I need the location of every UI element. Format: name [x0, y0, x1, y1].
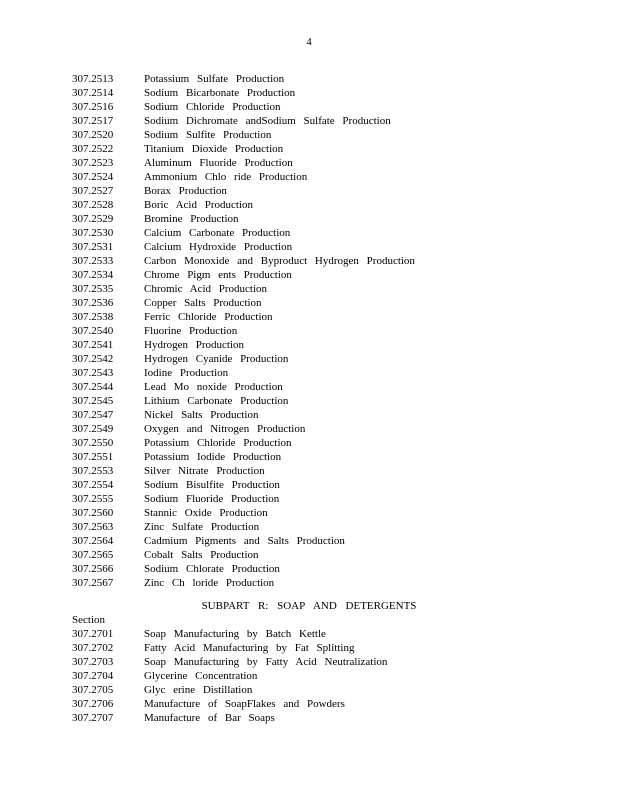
- section-row: [72, 114, 592, 128]
- section-number: 307.2527: [72, 185, 114, 197]
- section-number: 307.2535: [72, 283, 114, 295]
- section-title: Bromine Production: [144, 213, 239, 225]
- section-row: [72, 506, 592, 520]
- section-title: Cobalt Salts Production: [144, 549, 259, 561]
- section-row: [72, 450, 592, 464]
- section-row: [72, 576, 592, 590]
- section-number: 307.2553: [72, 465, 114, 477]
- section-row: [72, 422, 592, 436]
- section-title: Sodium Dichromate andSodium Sulfate Production: [144, 115, 391, 127]
- section-number: 307.2704: [72, 670, 114, 682]
- section-number: 307.2522: [72, 143, 114, 155]
- section-title: Hydrogen Production: [144, 339, 245, 351]
- section-number: 307.2547: [72, 409, 114, 421]
- section-title: Stannic Oxide Production: [144, 507, 268, 519]
- section-list-subpart-q: [72, 72, 592, 590]
- section-row: [72, 534, 592, 548]
- section-row: [72, 170, 592, 184]
- section-title: Fatty Acid Manufacturing by Fat Splitting: [144, 642, 355, 654]
- section-number: 307.2534: [72, 269, 114, 281]
- section-title: Borax Production: [144, 185, 227, 197]
- section-list-subpart-r: [72, 627, 592, 725]
- section-title: Hydrogen Cyanide Production: [144, 353, 289, 365]
- section-title: Aluminum Fluoride Production: [144, 157, 293, 169]
- section-number: 307.2551: [72, 451, 114, 463]
- subpart-heading: SUBPART R: SOAP AND DETERGENTS: [201, 600, 417, 612]
- section-row: [72, 198, 592, 212]
- section-number: 307.2517: [72, 115, 114, 127]
- section-row: [72, 641, 592, 655]
- section-number: 307.2533: [72, 255, 114, 267]
- section-row: [72, 142, 592, 156]
- section-number: 307.2543: [72, 367, 114, 379]
- section-title: Sodium Chlorate Production: [144, 563, 280, 575]
- section-row: [72, 562, 592, 576]
- section-title: Potassium Chloride Production: [144, 437, 292, 449]
- section-number: 307.2564: [72, 535, 114, 547]
- section-number: 307.2550: [72, 437, 114, 449]
- section-title: Potassium Sulfate Production: [144, 73, 285, 85]
- section-row: [72, 436, 592, 450]
- section-row: [72, 683, 592, 697]
- section-row: [72, 697, 592, 711]
- section-row: [72, 548, 592, 562]
- section-number: 307.2545: [72, 395, 114, 407]
- section-number: 307.2514: [72, 87, 114, 99]
- section-row: [72, 128, 592, 142]
- section-number: 307.2529: [72, 213, 114, 225]
- section-title: Zinc Sulfate Production: [144, 521, 260, 533]
- section-number: 307.2705: [72, 684, 114, 696]
- section-title: Calcium Hydroxide Production: [144, 241, 293, 253]
- section-row: [72, 310, 592, 324]
- section-number: 307.2563: [72, 521, 114, 533]
- section-number: 307.2565: [72, 549, 114, 561]
- section-row: [72, 520, 592, 534]
- section-row: [72, 226, 592, 240]
- section-row: [72, 464, 592, 478]
- section-row: [72, 655, 592, 669]
- section-row: [72, 268, 592, 282]
- section-row: [72, 324, 592, 338]
- section-title: Titanium Dioxide Production: [144, 143, 284, 155]
- section-number: 307.2707: [72, 712, 114, 724]
- section-title: Sodium Chloride Production: [144, 101, 281, 113]
- section-row: [72, 366, 592, 380]
- section-number: 307.2703: [72, 656, 114, 668]
- section-row: [72, 100, 592, 114]
- section-number: 307.2520: [72, 129, 114, 141]
- section-row: [72, 352, 592, 366]
- section-title: Nickel Salts Production: [144, 409, 259, 421]
- section-number: 307.2531: [72, 241, 114, 253]
- section-title: Oxygen and Nitrogen Production: [144, 423, 306, 435]
- section-number: 307.2701: [72, 628, 114, 640]
- section-row: [72, 72, 592, 86]
- section-number: 307.2541: [72, 339, 114, 351]
- section-title: Sodium Bicarbonate Production: [144, 87, 296, 99]
- section-row: [72, 240, 592, 254]
- section-title: Carbon Monoxide and Byproduct Hydrogen Production: [144, 255, 415, 267]
- section-number: 307.2524: [72, 171, 114, 183]
- section-row: [72, 408, 592, 422]
- section-title: Lead Mo noxide Production: [144, 381, 283, 393]
- section-title: Soap Manufacturing by Batch Kettle: [144, 628, 326, 640]
- section-title: Sodium Sulfite Production: [144, 129, 272, 141]
- section-title: Soap Manufacturing by Fatty Acid Neutralization: [144, 656, 388, 668]
- section-row: [72, 254, 592, 268]
- section-title: Glyc erine Distillation: [144, 684, 253, 696]
- section-row: [72, 212, 592, 226]
- section-row: [72, 338, 592, 352]
- section-number: 307.2567: [72, 577, 114, 589]
- section-title: Chromic Acid Production: [144, 283, 268, 295]
- page-number: 4: [306, 36, 312, 48]
- section-number: 307.2538: [72, 311, 114, 323]
- section-title: Copper Salts Production: [144, 297, 262, 309]
- section-title: Sodium Bisulfite Production: [144, 479, 280, 491]
- section-number: 307.2513: [72, 73, 114, 85]
- section-title: Glycerine Concentration: [144, 670, 258, 682]
- section-number: 307.2566: [72, 563, 114, 575]
- section-title: Silver Nitrate Production: [144, 465, 265, 477]
- section-title: Boric Acid Production: [144, 199, 253, 211]
- section-title: Zinc Ch loride Production: [144, 577, 275, 589]
- section-title: Sodium Fluoride Production: [144, 493, 280, 505]
- section-title: Cadmium Pigments and Salts Production: [144, 535, 345, 547]
- section-title: Manufacture of SoapFlakes and Powders: [144, 698, 345, 710]
- section-title: Ammonium Chlo ride Production: [144, 171, 308, 183]
- section-title: Calcium Carbonate Production: [144, 227, 291, 239]
- section-row: [72, 380, 592, 394]
- section-title: Lithium Carbonate Production: [144, 395, 289, 407]
- section-title: Manufacture of Bar Soaps: [144, 712, 275, 724]
- section-row: [72, 492, 592, 506]
- section-row: [72, 478, 592, 492]
- section-number: 307.2560: [72, 507, 114, 519]
- section-title: Fluorine Production: [144, 325, 238, 337]
- section-row: [72, 296, 592, 310]
- section-number: 307.2706: [72, 698, 114, 710]
- section-title: Potassium Iodide Production: [144, 451, 282, 463]
- section-number: 307.2540: [72, 325, 114, 337]
- section-row: [72, 627, 592, 641]
- section-row: [72, 282, 592, 296]
- section-row: [72, 669, 592, 683]
- section-number: 307.2516: [72, 101, 114, 113]
- section-row: [72, 86, 592, 100]
- section-number: 307.2528: [72, 199, 114, 211]
- section-number: 307.2555: [72, 493, 114, 505]
- section-row: [72, 184, 592, 198]
- section-label: Section: [72, 614, 105, 626]
- section-row: [72, 394, 592, 408]
- section-title: Chrome Pigm ents Production: [144, 269, 292, 281]
- section-row: [72, 156, 592, 170]
- section-number: 307.2544: [72, 381, 114, 393]
- section-number: 307.2549: [72, 423, 114, 435]
- section-number: 307.2536: [72, 297, 114, 309]
- section-number: 307.2702: [72, 642, 114, 654]
- section-number: 307.2523: [72, 157, 114, 169]
- section-title: Ferric Chloride Production: [144, 311, 273, 323]
- section-number: 307.2542: [72, 353, 114, 365]
- section-number: 307.2530: [72, 227, 114, 239]
- section-number: 307.2554: [72, 479, 114, 491]
- section-title: Iodine Production: [144, 367, 229, 379]
- section-row: [72, 711, 592, 725]
